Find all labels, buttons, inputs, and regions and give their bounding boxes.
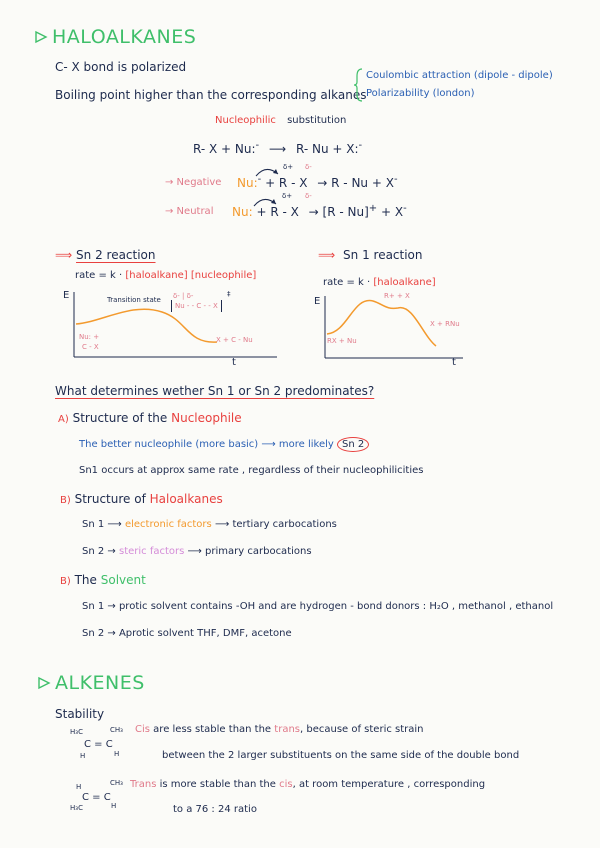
section-b-highlight: Haloalkanes <box>149 492 223 506</box>
neutral-plus-x: + X <box>381 205 404 219</box>
neutral-label: → Neutral <box>165 206 214 217</box>
equation-right: R- Nu + X: <box>296 142 359 156</box>
negative-product: → R - Nu + X <box>317 176 394 190</box>
section-triangle-icon <box>35 31 47 43</box>
determines-question: What determines wether Sn 1 or Sn 2 predominates? <box>55 384 375 398</box>
sn2-circled: Sn 2 <box>337 437 369 452</box>
red-arrow-icon: ⟹ <box>55 248 73 262</box>
sn2-ts-top: δ- | δ- <box>173 292 194 300</box>
tertiary-carbocations: ⟶ tertiary carbocations <box>214 519 337 530</box>
section-a-heading <box>58 411 242 425</box>
sn1-reactants: RX + Nu <box>327 337 357 345</box>
section-b-line1 <box>82 519 337 530</box>
boiling-point-line: Boiling point higher than the corresponding alkanes <box>55 88 367 102</box>
sn2-prefix: Sn 2 → <box>82 546 116 557</box>
section-c-highlight: Solvent <box>100 573 146 587</box>
sn2-ts-label: Transition state <box>107 296 161 304</box>
sn2-heading <box>55 248 156 262</box>
cis-h1: H <box>80 752 86 760</box>
trans-ch3: CH₃ <box>110 779 123 787</box>
steric-factors: steric factors <box>118 546 185 557</box>
sn1-energy-diagram <box>318 296 468 371</box>
primary-carbocations: ⟶ primary carbocations <box>187 546 312 557</box>
section-a-label: A) <box>58 414 69 425</box>
section-c-line1: Sn 1 → protic solvent contains -OH and are hydrogen - bond donors : H₂O , methanol , ethanol <box>82 601 554 612</box>
section-b-line2 <box>82 546 312 557</box>
cis-h3c: H₃C <box>70 728 83 736</box>
nucleophilic-word: Nucleophilic <box>215 115 276 126</box>
negative-equation <box>237 174 398 190</box>
delta-plus: δ+ <box>282 192 293 200</box>
polarized-line: C- X bond is polarized <box>55 60 187 74</box>
coulombic-item: Coulombic attraction (dipole - dipole) <box>366 70 553 81</box>
sn1-heading <box>318 248 423 262</box>
sn1-rate-law <box>323 277 436 288</box>
sn2-reactants: Nu: + <box>79 333 100 341</box>
cis-h2: H <box>114 750 120 758</box>
trans-line2: to a 76 : 24 ratio <box>173 804 257 815</box>
substitution-word: substitution <box>287 115 347 126</box>
minus-sign: - <box>257 174 262 185</box>
cis-line1 <box>135 724 424 735</box>
cis-ch3: CH₃ <box>110 726 123 734</box>
delta-minus: δ- <box>305 192 312 200</box>
nucleophilic-substitution-heading <box>215 115 346 126</box>
sn1-prefix: Sn 1 ⟶ <box>82 519 122 530</box>
section-triangle-icon <box>38 677 50 689</box>
negative-rx: + R - X <box>265 176 308 190</box>
sn2-ts-structure: Nu - - C - - X <box>171 300 222 312</box>
sn1-intermediate: R+ + X <box>384 292 410 300</box>
haloalkanes-title: HALOALKANES <box>52 26 197 48</box>
delta-plus: δ+ <box>283 163 294 171</box>
alkenes-title: ALKENES <box>55 672 145 694</box>
trans-line1 <box>130 779 485 790</box>
cis-word-2: cis <box>279 779 293 790</box>
trans-word-2: Trans <box>130 779 157 790</box>
cis-text1: are less stable than the <box>153 724 272 735</box>
sn2-rate-law <box>75 270 256 281</box>
sn2-heading-text: Sn 2 reaction <box>76 248 156 262</box>
section-c-line2: Sn 2 → Aprotic solvent THF, DMF, acetone <box>82 628 292 639</box>
sn2-reactants-2: C - X <box>82 343 99 351</box>
cis-text2: , because of steric strain <box>300 724 424 735</box>
section-c-label: B) <box>60 576 71 587</box>
sn2-axis-e: E <box>63 290 70 301</box>
delta-minus: δ- <box>305 163 312 171</box>
sn1-axis-t: t <box>452 357 456 368</box>
sn2-rate-terms: [haloalkane] [nucleophile] <box>125 270 257 281</box>
section-a-line2: Sn1 occurs at approx same rate , regardless of their nucleophilicities <box>79 465 424 476</box>
curly-brace-icon <box>354 68 364 102</box>
sn1-rate-terms: [haloalkane] <box>373 277 436 288</box>
equation-left: R- X + Nu: <box>193 142 256 156</box>
trans-h3c: H₃C <box>70 804 83 812</box>
section-b-label: B) <box>60 495 71 506</box>
minus-sign: - <box>255 140 260 151</box>
stability-label: Stability <box>55 707 105 721</box>
section-c-heading <box>60 573 146 587</box>
sn1-axis-e: E <box>314 296 321 307</box>
sn1-products: X + RNu <box>430 320 460 328</box>
neutral-nu: Nu: <box>232 205 253 219</box>
neutral-product: → [R - Nu] <box>308 205 369 219</box>
red-arrow-icon: ⟹ <box>318 248 336 262</box>
section-a-highlight: Nucleophile <box>171 411 242 425</box>
sn1-rate-prefix: rate = k · <box>323 277 371 288</box>
minus-sign: - <box>393 174 398 185</box>
electronic-factors: electronic factors <box>124 519 212 530</box>
trans-text1: is more stable than the <box>159 779 276 790</box>
negative-nu: Nu: <box>237 176 258 190</box>
polarizability-item: Polarizability (london) <box>366 88 475 99</box>
reaction-arrow-icon: ⟶ <box>268 142 287 156</box>
section-c-text: The <box>74 573 97 587</box>
sn2-rate-prefix: rate = k · <box>75 270 123 281</box>
sn2-products: X + C - Nu <box>216 336 253 344</box>
trans-text2: , at room temperature , corresponding <box>292 779 486 790</box>
neutral-equation: Nu: + R - X → [R - Nu]+ + X- <box>232 203 407 219</box>
sn2-ts-charge: ‡ <box>227 290 231 298</box>
neutral-rx: + R - X <box>256 205 299 219</box>
minus-sign: - <box>403 203 407 214</box>
general-equation <box>193 140 362 156</box>
cis-word: Cis <box>135 724 150 735</box>
sn1-heading-text: Sn 1 reaction <box>343 248 423 262</box>
section-b-heading <box>60 492 223 506</box>
trans-double-bond: C = C <box>82 792 111 803</box>
minus-sign: - <box>358 140 363 151</box>
sn2-axis-t: t <box>232 357 236 368</box>
section-a-line1 <box>79 439 369 450</box>
section-a-text: Structure of the <box>72 411 168 425</box>
trans-h2: H <box>111 802 117 810</box>
section-b-text: Structure of <box>74 492 146 506</box>
cis-double-bond: C = C <box>84 739 113 750</box>
trans-h1: H <box>76 783 82 791</box>
cis-line2: between the 2 larger substituents on the same side of the double bond <box>162 750 520 761</box>
section-a-line1-text: The better nucleophile (more basic) ⟶ more likely <box>79 439 334 450</box>
trans-word: trans <box>274 724 300 735</box>
negative-label: → Negative <box>165 177 222 188</box>
